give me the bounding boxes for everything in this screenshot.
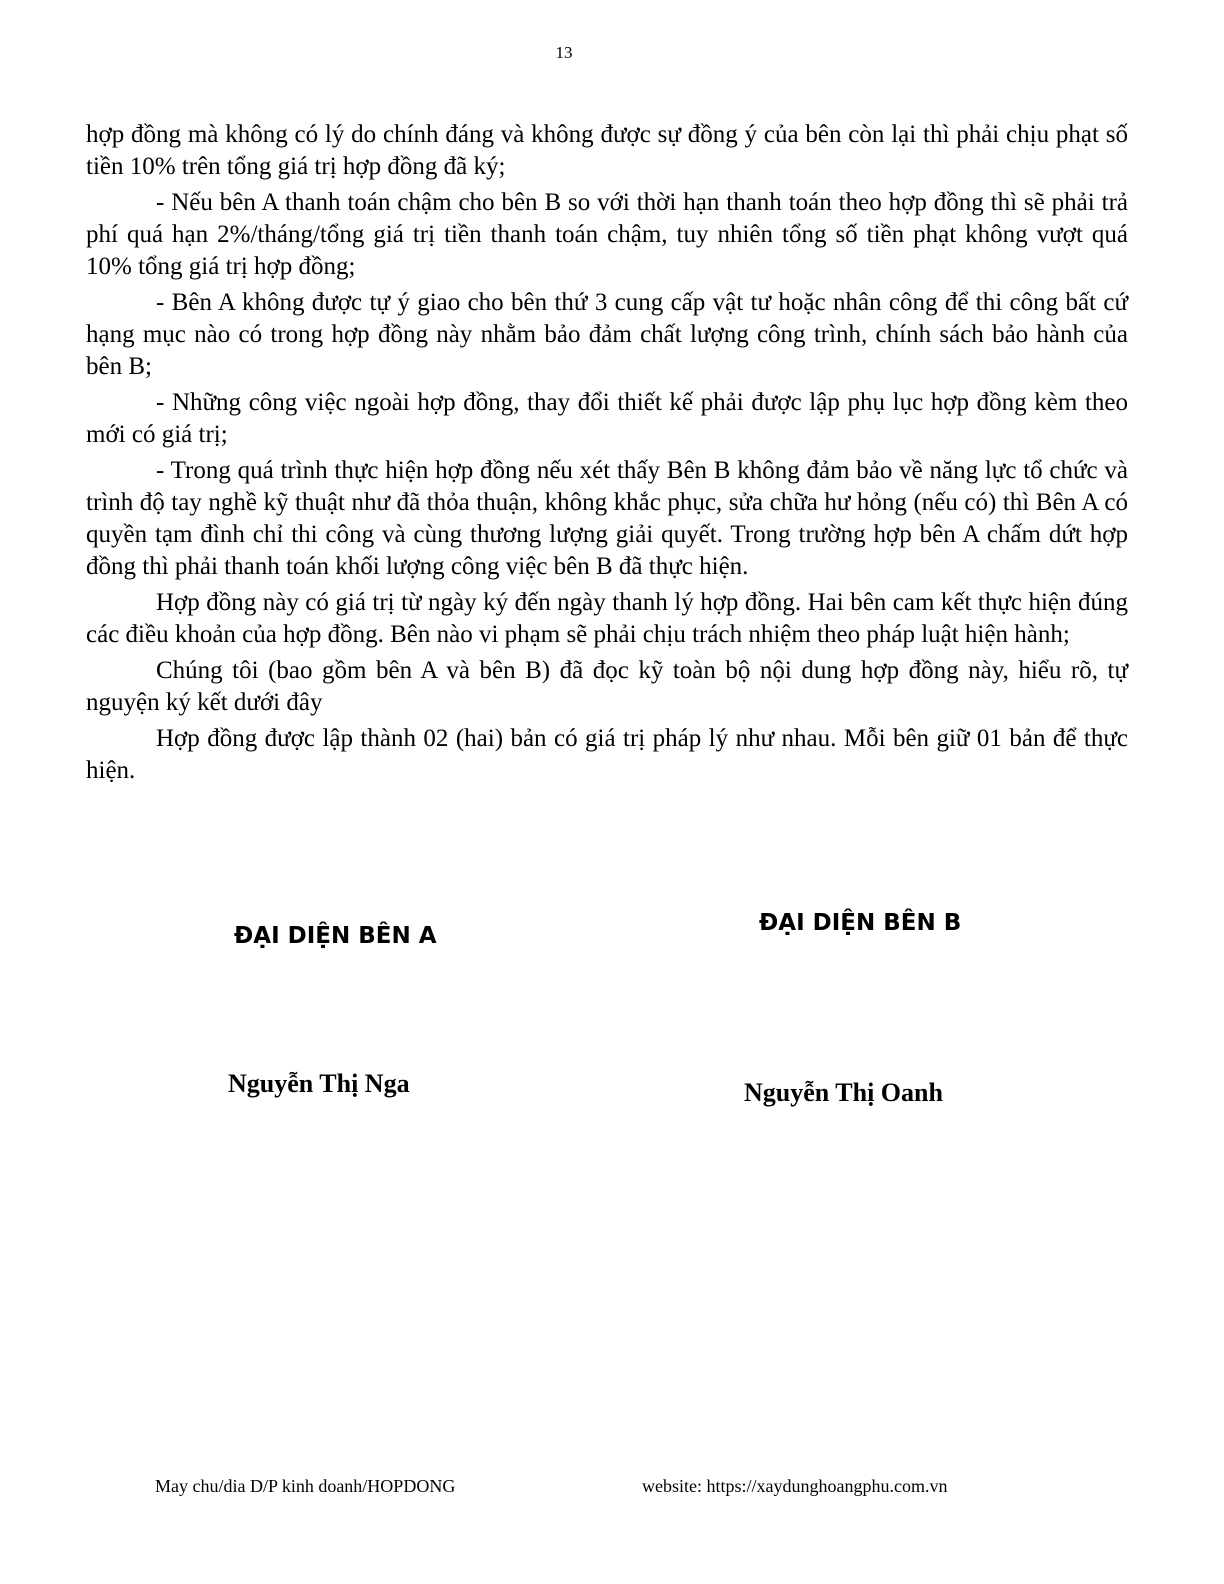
page-number: 13	[555, 43, 573, 62]
signature-heading-party-b: ĐẠI DIỆN BÊN B	[759, 910, 962, 936]
paragraph-third-party: - Bên A không được tự ý giao cho bên thứ 3 cung cấp vật tư hoặc nhân công để thi công bất cứ hạng mục nào có trong hợp đồng này nhằm bảo đảm chất lượng công trình, chính sách bảo hành của bên B;	[86, 289, 1128, 380]
signature-name-party-b: Nguyễn Thị Oanh	[744, 1078, 943, 1107]
paragraph-copies: Hợp đồng được lập thành 02 (hai) bản có giá trị pháp lý như nhau. Mỗi bên giữ 01 bản để thực hiện.	[86, 725, 1128, 784]
footer-website: website: https://xaydunghoangphu.com.vn	[642, 1476, 948, 1496]
paragraph-validity: Hợp đồng này có giá trị từ ngày ký đến ngày thanh lý hợp đồng. Hai bên cam kết thực hiện đúng các điều khoản của hợp đồng. Bên nào vi phạm sẽ phải chịu trách nhiệm theo pháp luật hiện hành;	[86, 589, 1128, 648]
paragraph-late-payment: - Nếu bên A thanh toán chậm cho bên B so với thời hạn thanh toán theo hợp đồng thì sẽ phải trả phí quá hạn 2%/tháng/tổng giá trị tiền thanh toán chậm, tuy nhiên tổng số tiền phạt không vượt quá 10% tổng giá trị hợp đồng;	[86, 189, 1128, 280]
footer-file-path: May chu/dia D/P kinh doanh/HOPDONG	[155, 1476, 456, 1496]
signature-heading-party-a: ĐẠI DIỆN BÊN A	[234, 923, 437, 949]
paragraph-agreement: Chúng tôi (bao gồm bên A và bên B) đã đọc kỹ toàn bộ nội dung hợp đồng này, hiểu rõ, tự nguyện ký kết dưới đây	[86, 657, 1128, 716]
paragraph-suspension: - Trong quá trình thực hiện hợp đồng nếu xét thấy Bên B không đảm bảo về năng lực tổ chức và trình độ tay nghề kỹ thuật như đã thỏa thuận, không khắc phục, sửa chữa hư hỏng (nếu có) thì Bên A có quyền tạm đình chỉ thi công và cùng thương lượng giải quyết. Trong trường hợp bên A chấm dứt hợp đồng thì phải thanh toán khối lượng công việc bên B đã thực hiện.	[86, 457, 1128, 580]
contract-body	[86, 119, 1128, 791]
signature-name-party-a: Nguyễn Thị Nga	[228, 1069, 410, 1098]
paragraph-extra-work: - Những công việc ngoài hợp đồng, thay đổi thiết kế phải được lập phụ lục hợp đồng kèm theo mới có giá trị;	[86, 389, 1128, 448]
paragraph-penalty-continuation: hợp đồng mà không có lý do chính đáng và không được sự đồng ý của bên còn lại thì phải chịu phạt số tiền 10% trên tổng giá trị hợp đồng đã ký;	[86, 121, 1128, 180]
